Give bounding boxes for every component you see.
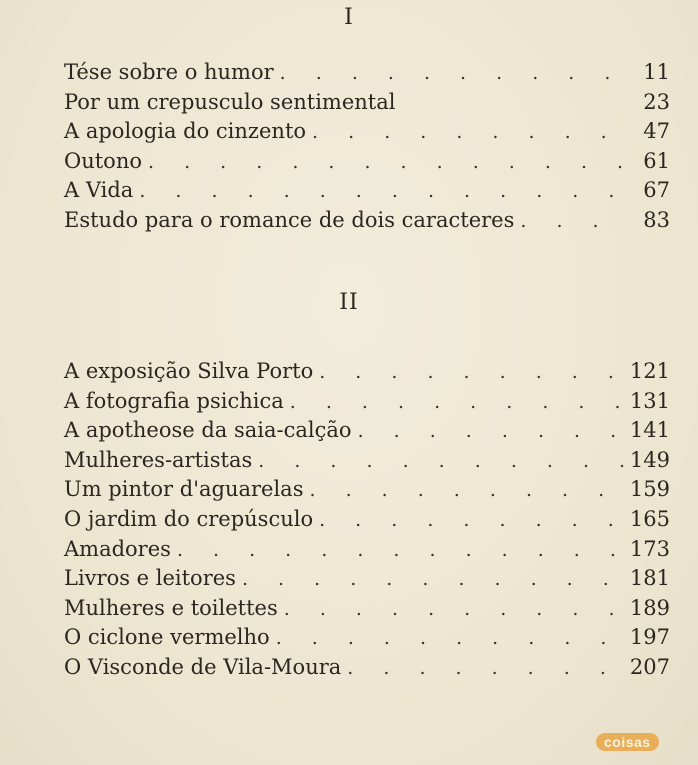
toc-entry-page: 189 [629, 595, 670, 620]
dot-leader [290, 388, 624, 418]
dot-leader [347, 654, 624, 684]
toc-entry-title: Estudo para o romance de dois caracteres [64, 207, 515, 232]
toc-entry-title: Livros e leitores [64, 566, 236, 591]
dot-leader [358, 417, 624, 447]
toc-entry-page: 121 [629, 359, 670, 383]
toc-entry [64, 416, 670, 446]
dot-leader [312, 118, 624, 148]
toc-entry [64, 475, 670, 505]
toc-entry-page: 197 [629, 625, 670, 650]
toc-entry-title: O jardim do crepúsculo [64, 506, 314, 531]
toc-entry-title: Um pintor d'aguarelas [64, 477, 304, 502]
toc-entry-title: A fotografia psichica [64, 388, 284, 413]
toc-entry-title: Mulheres-artistas [64, 447, 253, 472]
toc-entry-title: Tése sobre o humor [64, 60, 274, 84]
dot-leader [242, 565, 624, 595]
toc-entry-page: 67 [643, 178, 670, 203]
toc-entry-title: Por um crepusculo sentimental [64, 89, 396, 114]
toc-entry [64, 58, 670, 88]
dot-leader [177, 536, 624, 566]
toc-entry [64, 653, 670, 683]
dot-leader [258, 447, 624, 477]
dot-leader [319, 506, 624, 536]
toc-entry [64, 387, 670, 417]
section-1-toc [64, 58, 670, 236]
toc-entry-page: 173 [629, 536, 670, 561]
toc-entry-page: 149 [629, 447, 670, 472]
toc-entry-title: Outono [64, 148, 142, 173]
toc-entry-page: 61 [643, 148, 670, 173]
toc-entry-page: 83 [643, 207, 670, 232]
section-2-heading: II [339, 290, 359, 315]
toc-entry-title: O Visconde de Vila-Moura [64, 654, 342, 679]
toc-entry [64, 147, 670, 177]
section-1-heading: I [344, 5, 354, 30]
toc-entry-title: Mulheres e toilettes [64, 595, 278, 620]
toc-entry [64, 446, 670, 476]
dot-leader [520, 207, 624, 237]
toc-entry [64, 88, 670, 118]
dot-leader [148, 148, 624, 178]
watermark-logo: coisas [596, 733, 659, 751]
toc-entry [64, 117, 670, 147]
dot-leader [139, 177, 624, 207]
dot-leader [284, 595, 624, 625]
dot-leader [309, 476, 623, 506]
toc-entry [64, 505, 670, 535]
toc-entry [64, 623, 670, 653]
toc-entry-page: 131 [629, 388, 670, 413]
toc-entry [64, 357, 670, 387]
toc-entry [64, 564, 670, 594]
toc-entry-page: 23 [643, 89, 670, 114]
toc-entry-title: A apotheose da saia-calção [64, 418, 352, 443]
toc-entry-page: 11 [643, 60, 670, 84]
toc-entry-page: 47 [643, 119, 670, 144]
toc-entry [64, 535, 670, 565]
toc-entry-page: 159 [629, 477, 670, 502]
toc-entry-page: 207 [629, 654, 670, 679]
toc-entry [64, 594, 670, 624]
dot-leader [280, 59, 624, 89]
toc-entry-page: 141 [629, 418, 670, 443]
toc-entry-title: A exposição Silva Porto [64, 359, 314, 383]
section-2-toc [64, 357, 670, 683]
toc-entry-page: 181 [629, 566, 670, 591]
toc-entry-title: A apologia do cinzento [64, 119, 307, 144]
toc-entry-page: 165 [629, 506, 670, 531]
dot-leader [319, 358, 624, 388]
toc-entry [64, 206, 670, 236]
toc-entry-title: A Vida [64, 178, 134, 203]
toc-entry [64, 176, 670, 206]
toc-entry-title: O ciclone vermelho [64, 625, 270, 650]
toc-entry-title: Amadores [64, 536, 171, 561]
dot-leader [276, 624, 624, 654]
